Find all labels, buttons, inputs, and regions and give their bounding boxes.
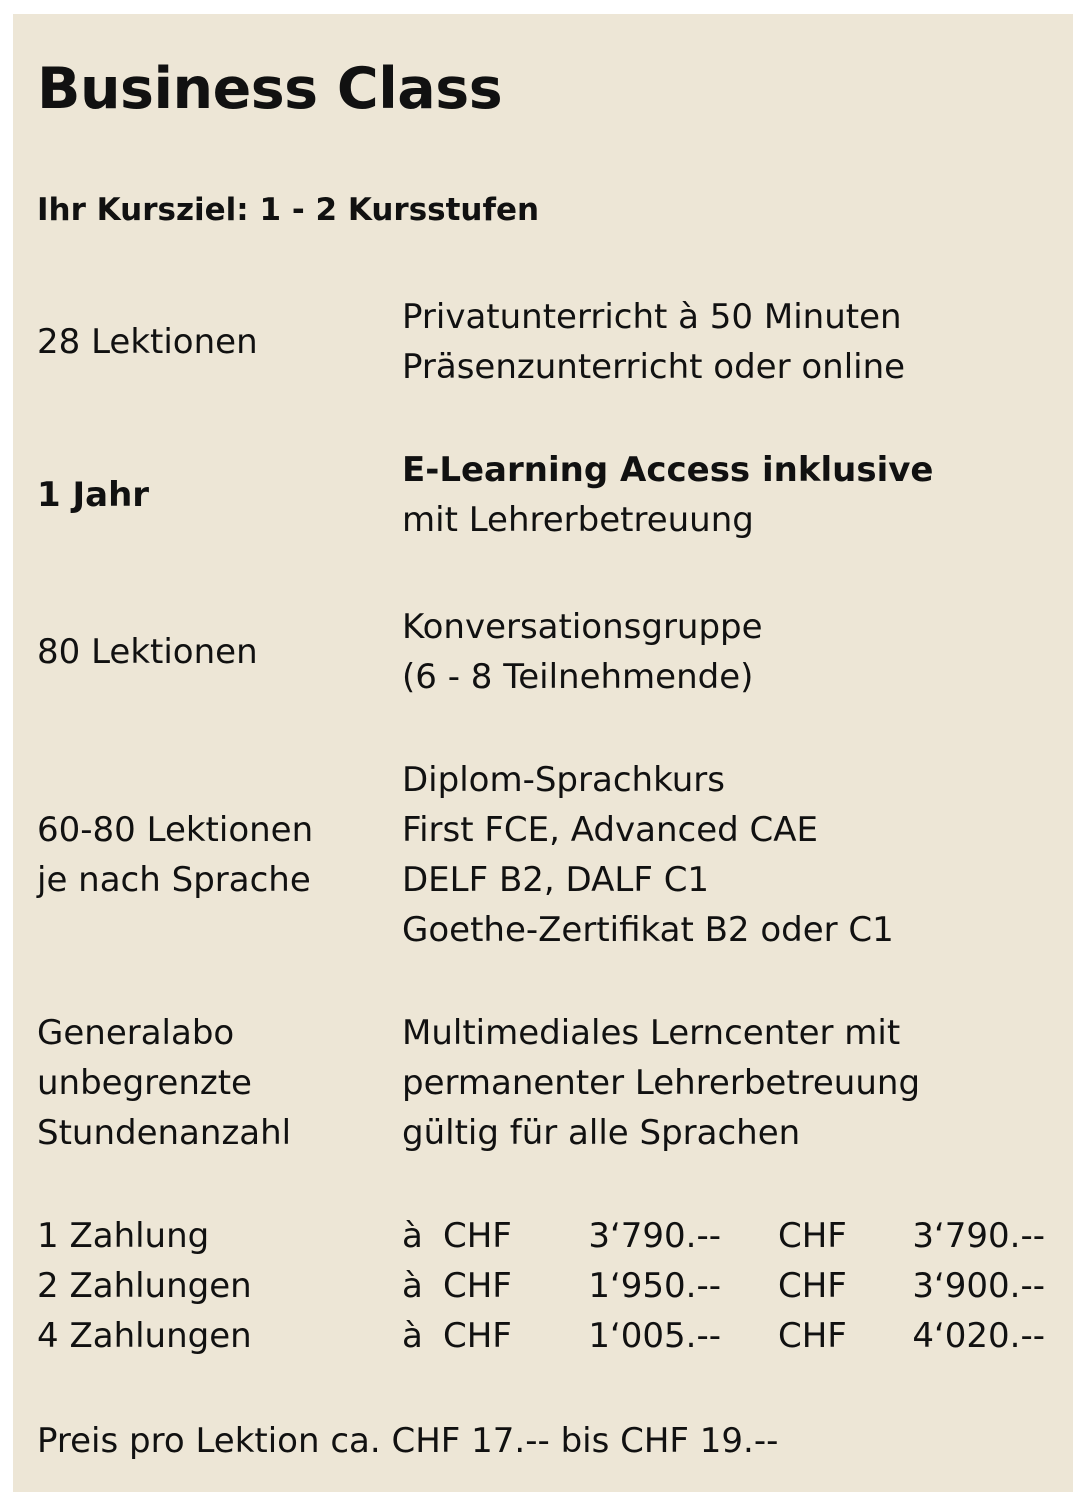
row-5-left-line-2: unbegrenzte [37,1063,252,1103]
row-2-right-line-2: mit Lehrerbetreuung [402,500,754,540]
price-card [13,14,1073,1492]
row-3-left: 80 Lektionen [37,632,258,672]
row-3-right-line-1: Konversationsgruppe [402,607,763,647]
payment-1-installment: 3‘790.-- [588,1216,721,1256]
payment-3-total-currency: CHF [778,1316,847,1356]
payment-3-total: 4‘020.-- [912,1316,1045,1356]
payment-2-installment: 1‘950.-- [588,1266,721,1306]
payment-3-label: 4 Zahlungen [37,1316,252,1356]
row-1-right-line-2: Präsenzunterricht oder online [402,347,906,387]
row-5-right-line-1: Multimediales Lerncenter mit [402,1013,901,1053]
payment-3-installment: 1‘005.-- [588,1316,721,1356]
row-1-right-line-1: Privatunterricht à 50 Minuten [402,297,902,337]
row-5-right-line-2: permanenter Lehrerbetreuung [402,1063,921,1103]
course-goal: Ihr Kursziel: 1 - 2 Kursstufen [37,192,540,228]
payment-2-total: 3‘900.-- [912,1266,1045,1306]
row-5-left-line-3: Stundenanzahl [37,1113,292,1153]
row-4-right-line-1: Diplom-Sprachkurs [402,760,725,800]
payment-1-total: 3‘790.-- [912,1216,1045,1256]
row-4-left-line-2: je nach Sprache [37,860,311,900]
payment-2-currency: CHF [443,1266,512,1306]
payment-2-a: à [402,1266,423,1306]
row-2-left: 1 Jahr [37,475,150,515]
row-4-left-line-1: 60-80 Lektionen [37,810,314,850]
payment-2-total-currency: CHF [778,1266,847,1306]
row-4-right-line-4: Goethe-Zertifikat B2 oder C1 [402,910,894,950]
payment-1-currency: CHF [443,1216,512,1256]
payment-1-total-currency: CHF [778,1216,847,1256]
row-4-right-line-2: First FCE, Advanced CAE [402,810,818,850]
payment-3-currency: CHF [443,1316,512,1356]
row-5-right-line-3: gültig für alle Sprachen [402,1113,801,1153]
row-5-left-line-1: Generalabo [37,1013,235,1053]
row-4-right-line-3: DELF B2, DALF C1 [402,860,710,900]
payment-1-label: 1 Zahlung [37,1216,210,1256]
payment-3-a: à [402,1316,423,1356]
payment-1-a: à [402,1216,423,1256]
row-2-right-line-1: E-Learning Access inklusive [402,450,934,490]
row-1-left: 28 Lektionen [37,322,258,362]
row-3-right-line-2: (6 - 8 Teilnehmende) [402,657,754,697]
page-title: Business Class [37,56,503,122]
price-per-lesson: Preis pro Lektion ca. CHF 17.-- bis CHF 19.-- [37,1421,779,1461]
payment-2-label: 2 Zahlungen [37,1266,252,1306]
